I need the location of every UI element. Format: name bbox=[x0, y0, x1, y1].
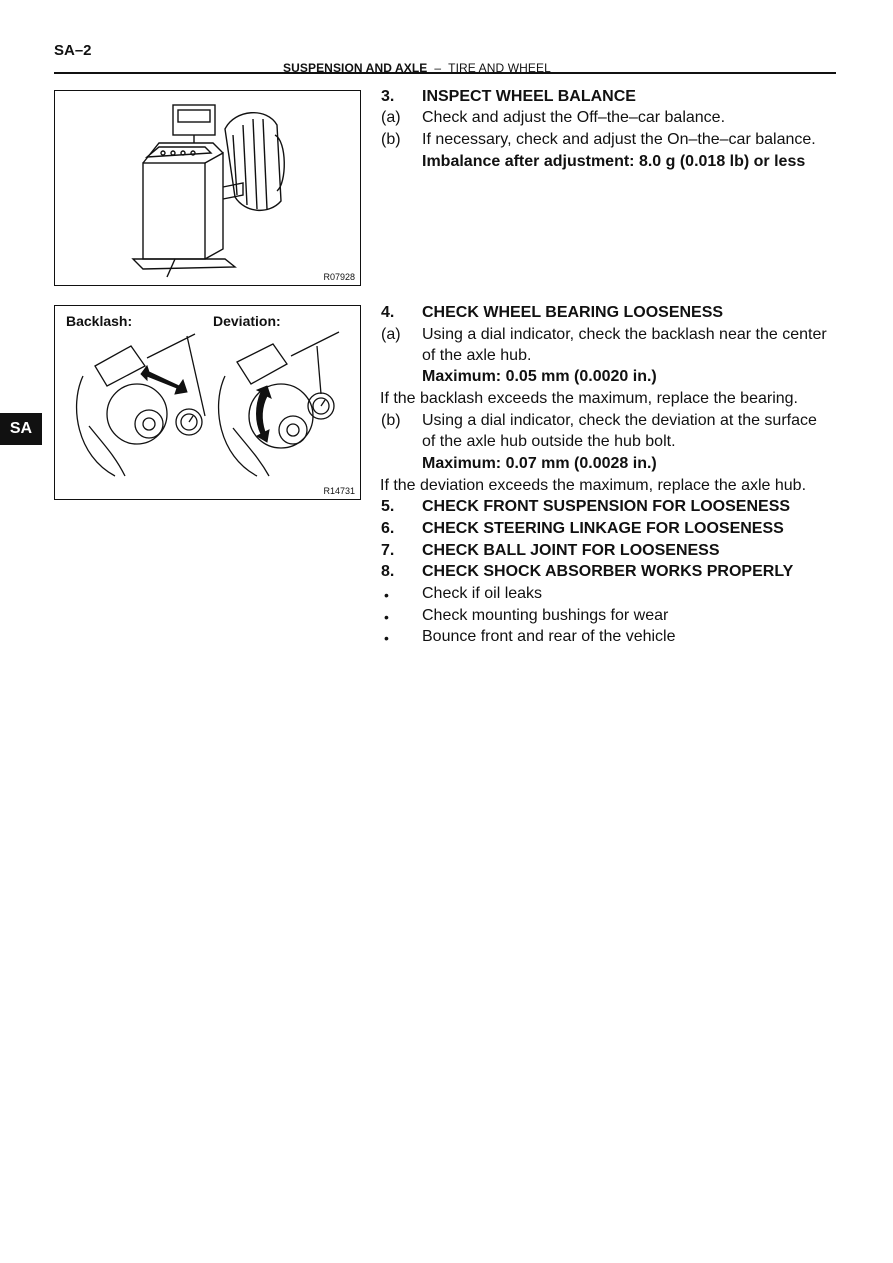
wheel-balancer-figure bbox=[54, 90, 361, 286]
backlash-label: Backlash: bbox=[66, 313, 133, 329]
substep-text: Using a dial indicator, check the deviation at the surface bbox=[422, 412, 817, 429]
figure-code: R07928 bbox=[323, 272, 355, 282]
substep-text: of the axle hub outside the hub bolt. bbox=[422, 433, 676, 450]
step-title: CHECK BALL JOINT FOR LOOSENESS bbox=[422, 542, 720, 559]
step-number: 7. bbox=[381, 542, 395, 559]
substep-label: (a) bbox=[381, 109, 401, 126]
spec-text: Imbalance after adjustment: 8.0 g (0.018 lb) or less bbox=[422, 153, 806, 170]
substep-text: Using a dial indicator, check the backlash near the center bbox=[422, 326, 827, 343]
step-number: 8. bbox=[381, 563, 395, 580]
bullet-symbol: • bbox=[384, 587, 389, 603]
header-subsection: TIRE AND WHEEL bbox=[448, 61, 551, 75]
spec-text: Maximum: 0.07 mm (0.0028 in.) bbox=[422, 455, 657, 472]
section-tab: SA bbox=[0, 413, 42, 445]
figure-code: R14731 bbox=[323, 486, 355, 496]
header-separator: – bbox=[434, 61, 442, 75]
substep-label: (b) bbox=[381, 412, 401, 429]
deviation-label: Deviation: bbox=[213, 313, 281, 329]
substep-text: of the axle hub. bbox=[422, 347, 532, 364]
step-number: 4. bbox=[381, 304, 395, 321]
substep-text: If necessary, check and adjust the On–the–car balance. bbox=[422, 131, 816, 148]
header-rule bbox=[54, 72, 836, 74]
page-number: SA–2 bbox=[54, 42, 92, 59]
substep-text: Check and adjust the Off–the–car balance. bbox=[422, 109, 726, 126]
bullet-symbol: • bbox=[384, 630, 389, 646]
spec-text: Maximum: 0.05 mm (0.0020 in.) bbox=[422, 368, 657, 385]
step-title: CHECK FRONT SUSPENSION FOR LOOSENESS bbox=[422, 498, 791, 515]
note-text: If the backlash exceeds the maximum, replace the bearing. bbox=[380, 390, 798, 407]
step-number: 6. bbox=[381, 520, 395, 537]
bullet-text: Check if oil leaks bbox=[422, 585, 543, 602]
bullet-symbol: • bbox=[384, 609, 389, 625]
bullet-text: Bounce front and rear of the vehicle bbox=[422, 628, 676, 645]
wheel-bearing-figure bbox=[54, 305, 361, 500]
header-section: SUSPENSION AND AXLE bbox=[283, 61, 428, 75]
dial-indicator-illustration bbox=[55, 306, 360, 499]
note-text: If the deviation exceeds the maximum, replace the axle hub. bbox=[380, 477, 807, 494]
step-title: CHECK STEERING LINKAGE FOR LOOSENESS bbox=[422, 520, 784, 537]
step-title: INSPECT WHEEL BALANCE bbox=[422, 88, 636, 105]
bullet-text: Check mounting bushings for wear bbox=[422, 607, 669, 624]
step-title: CHECK WHEEL BEARING LOOSENESS bbox=[422, 304, 724, 321]
step-number: 3. bbox=[381, 88, 395, 105]
step-title: CHECK SHOCK ABSORBER WORKS PROPERLY bbox=[422, 563, 794, 580]
wheel-balancer-illustration bbox=[55, 91, 360, 285]
step-number: 5. bbox=[381, 498, 395, 515]
substep-label: (b) bbox=[381, 131, 401, 148]
substep-label: (a) bbox=[381, 326, 401, 343]
